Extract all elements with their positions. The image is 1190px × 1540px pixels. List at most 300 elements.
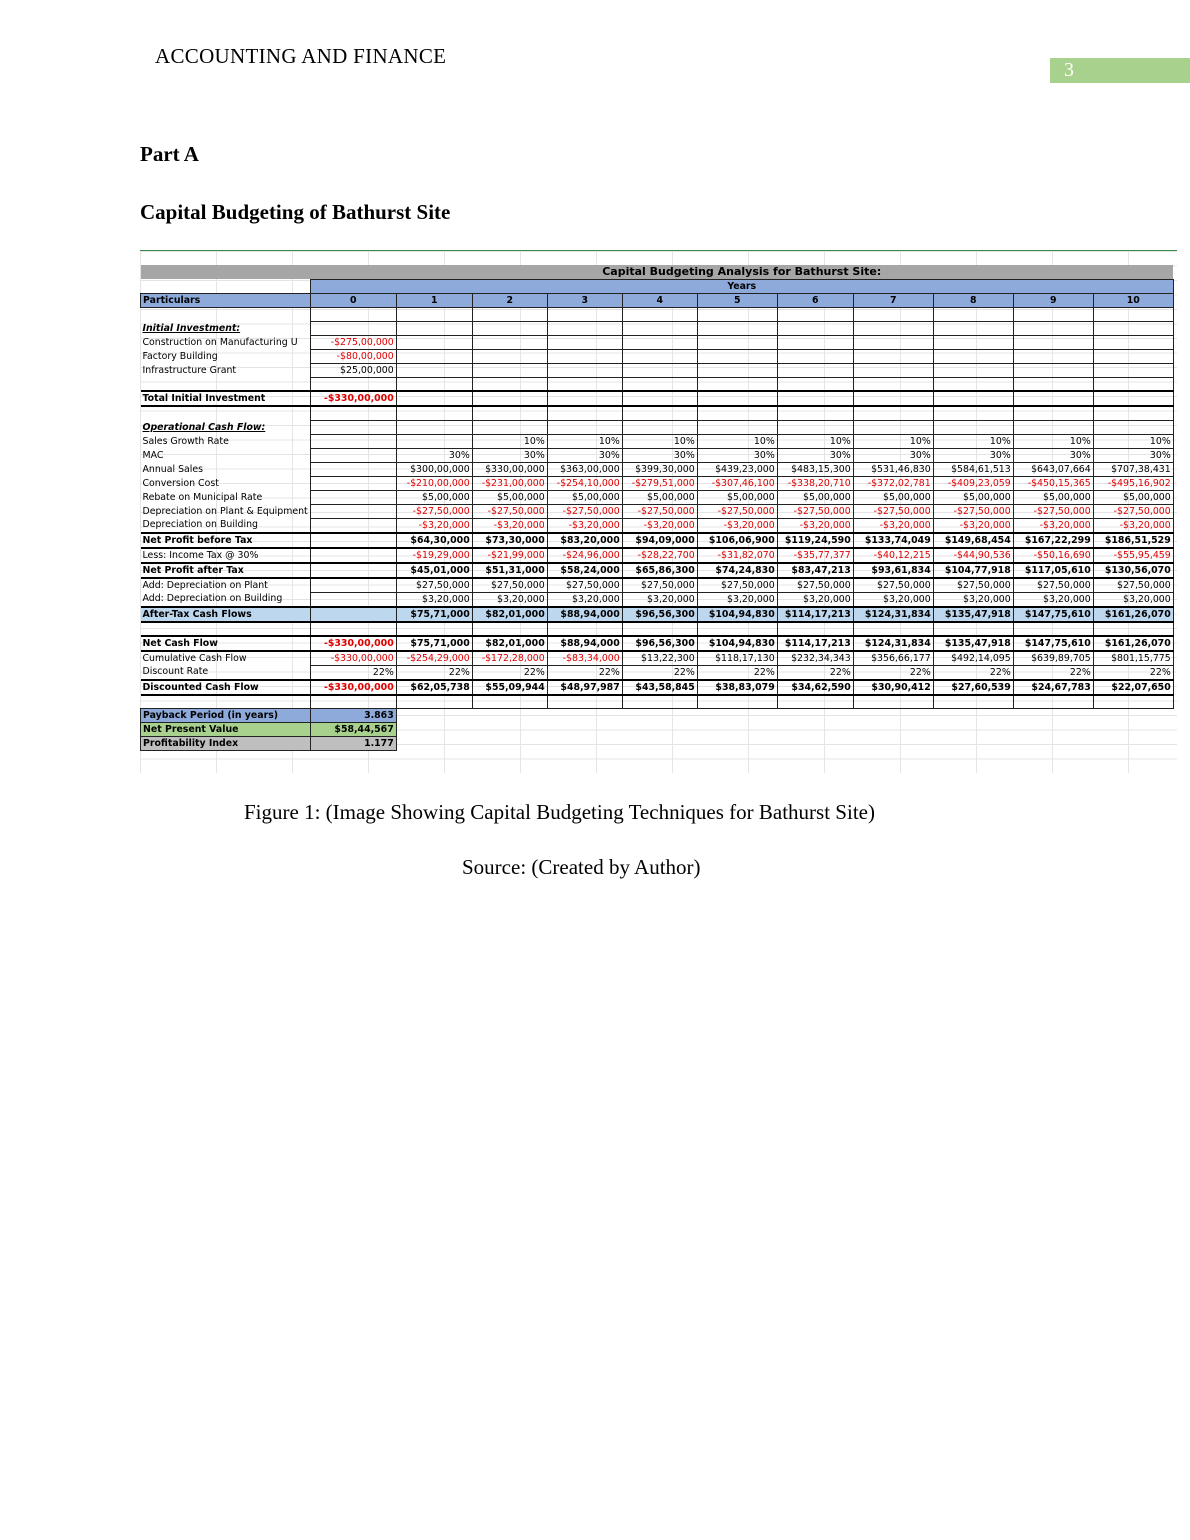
value-cell: -$27,50,000 <box>853 504 933 518</box>
value-cell: 30% <box>622 448 697 462</box>
value-cell <box>310 518 396 533</box>
table-cell <box>1093 335 1173 349</box>
table-row <box>141 476 1174 490</box>
table-row <box>141 279 1174 293</box>
value-cell: $27,50,000 <box>547 578 622 593</box>
table-cell <box>1093 321 1173 335</box>
table-cell <box>933 406 1013 420</box>
table-cell <box>777 709 853 723</box>
value-cell <box>396 434 472 448</box>
value-cell: $27,50,000 <box>933 578 1013 593</box>
value-cell: -$31,82,070 <box>697 548 777 563</box>
table-cell <box>1093 723 1173 737</box>
value-cell: $3,20,000 <box>933 592 1013 607</box>
value-cell: -$3,20,000 <box>472 518 547 533</box>
table-cell <box>547 723 622 737</box>
table-cell <box>622 377 697 391</box>
table-cell <box>933 737 1013 751</box>
value-cell: $3,20,000 <box>472 592 547 607</box>
table-cell <box>472 622 547 636</box>
value-cell: 22% <box>472 665 547 680</box>
value-cell: $5,00,000 <box>697 490 777 504</box>
value-cell: 22% <box>622 665 697 680</box>
value-cell: 10% <box>472 434 547 448</box>
table-cell <box>622 391 697 406</box>
value-cell: -$330,00,000 <box>310 680 396 695</box>
value-cell: $639,89,705 <box>1013 651 1093 666</box>
value-cell: -$21,99,000 <box>472 548 547 563</box>
value-cell: -$27,50,000 <box>472 504 547 518</box>
value-cell: $149,68,454 <box>933 533 1013 548</box>
table-cell <box>472 349 547 363</box>
table-cell <box>622 307 697 321</box>
table-cell <box>853 391 933 406</box>
table-cell <box>697 321 777 335</box>
value-cell: 30% <box>547 448 622 462</box>
table-cell <box>1093 377 1173 391</box>
value-cell: $161,26,070 <box>1093 607 1173 622</box>
table-cell <box>472 737 547 751</box>
value-cell: $27,60,539 <box>933 680 1013 695</box>
value-cell: $96,56,300 <box>622 636 697 651</box>
table-cell <box>697 695 777 709</box>
value-cell: -$3,20,000 <box>622 518 697 533</box>
value-cell: -$19,29,000 <box>396 548 472 563</box>
table-cell <box>622 363 697 377</box>
value-cell: -$3,20,000 <box>1013 518 1093 533</box>
value-cell: 10% <box>933 434 1013 448</box>
value-cell: $330,00,000 <box>472 462 547 476</box>
table-cell <box>933 709 1013 723</box>
value-cell: $55,09,944 <box>472 680 547 695</box>
table-cell <box>1093 391 1173 406</box>
value-cell <box>310 490 396 504</box>
table-cell <box>697 709 777 723</box>
value-cell <box>310 434 396 448</box>
value-cell: $27,50,000 <box>1013 578 1093 593</box>
table-row <box>141 723 1174 737</box>
table-cell <box>396 321 472 335</box>
table-cell <box>396 709 472 723</box>
table-row <box>141 490 1174 504</box>
value-cell: $38,83,079 <box>697 680 777 695</box>
spreadsheet-image <box>140 250 1177 773</box>
table-cell <box>310 420 396 434</box>
table-cell <box>777 737 853 751</box>
table-cell <box>141 279 311 293</box>
table-cell <box>547 695 622 709</box>
table-cell <box>622 321 697 335</box>
table-cell <box>396 420 472 434</box>
table-cell <box>933 321 1013 335</box>
row-label: Construction on Manufacturing U <box>142 336 298 348</box>
value-cell: 22% <box>933 665 1013 680</box>
value-cell: -$254,10,000 <box>547 476 622 490</box>
value-cell: -$27,50,000 <box>777 504 853 518</box>
year-header: 0 <box>310 293 396 307</box>
table-cell <box>1093 406 1173 420</box>
value-cell: $119,24,590 <box>777 533 853 548</box>
table-cell <box>396 363 472 377</box>
table-cell <box>1013 709 1093 723</box>
table-row <box>141 363 1174 377</box>
year-header: 9 <box>1013 293 1093 307</box>
table-row <box>141 548 1174 563</box>
year-header: 8 <box>933 293 1013 307</box>
value-cell: $356,66,177 <box>853 651 933 666</box>
value-cell: -$3,20,000 <box>777 518 853 533</box>
table-row <box>141 578 1174 593</box>
table-cell <box>396 307 472 321</box>
table-cell <box>622 622 697 636</box>
table-cell <box>777 622 853 636</box>
table-cell <box>396 737 472 751</box>
running-header-title: ACCOUNTING AND FINANCE <box>155 44 447 68</box>
value-cell: 22% <box>547 665 622 680</box>
value-cell: $88,94,000 <box>547 607 622 622</box>
value-cell: -$35,77,377 <box>777 548 853 563</box>
value-cell: 30% <box>853 448 933 462</box>
value-cell: $45,01,000 <box>396 563 472 578</box>
table-cell <box>777 377 853 391</box>
table-cell <box>1013 622 1093 636</box>
table-cell <box>396 391 472 406</box>
section-heading: Capital Budgeting of Bathurst Site <box>140 200 451 224</box>
value-cell: $531,46,830 <box>853 462 933 476</box>
value-cell: -$3,20,000 <box>547 518 622 533</box>
table-row <box>141 349 1174 363</box>
value-cell: $82,01,000 <box>472 607 547 622</box>
table-cell <box>1093 622 1173 636</box>
table-row <box>141 622 1174 636</box>
value-cell: $27,50,000 <box>1093 578 1173 593</box>
value-cell: $106,06,900 <box>697 533 777 548</box>
table-row <box>141 533 1174 548</box>
table-cell <box>396 622 472 636</box>
value-cell: $73,30,000 <box>472 533 547 548</box>
value-cell: $3,20,000 <box>697 592 777 607</box>
value-cell: $5,00,000 <box>547 490 622 504</box>
table-row <box>141 420 1174 434</box>
value-cell: -$27,50,000 <box>1013 504 1093 518</box>
table-cell <box>547 307 622 321</box>
table-row <box>141 335 1174 349</box>
table-cell <box>697 406 777 420</box>
value-cell: $82,01,000 <box>472 636 547 651</box>
value-cell: $75,71,000 <box>396 636 472 651</box>
year-header: 10 <box>1093 293 1173 307</box>
table-cell <box>396 377 472 391</box>
table-cell <box>1093 420 1173 434</box>
table-cell <box>622 335 697 349</box>
value-cell: $124,31,834 <box>853 607 933 622</box>
value-cell: $104,94,830 <box>697 607 777 622</box>
table-row <box>141 695 1174 709</box>
value-cell: $3,20,000 <box>777 592 853 607</box>
value-cell: $27,50,000 <box>853 578 933 593</box>
value-cell: $5,00,000 <box>396 490 472 504</box>
table-row <box>141 563 1174 578</box>
table-cell <box>1013 391 1093 406</box>
table-cell <box>547 737 622 751</box>
value-cell: -$50,16,690 <box>1013 548 1093 563</box>
row-label: Conversion Cost <box>142 477 219 489</box>
year-header: 4 <box>622 293 697 307</box>
table-cell <box>1093 737 1173 751</box>
particulars-header: Particulars <box>141 293 311 307</box>
value-cell: 30% <box>697 448 777 462</box>
value-cell: $27,50,000 <box>622 578 697 593</box>
figure-caption: Figure 1: (Image Showing Capital Budgeting Techniques for Bathurst Site) <box>244 800 875 824</box>
value-cell: $117,05,610 <box>1013 563 1093 578</box>
row-label: Sales Growth Rate <box>142 435 229 447</box>
table-cell <box>472 391 547 406</box>
value-cell: 10% <box>622 434 697 448</box>
table-cell <box>933 349 1013 363</box>
row-label: Discount Rate <box>142 666 209 678</box>
table-cell <box>697 335 777 349</box>
value-cell: $43,58,845 <box>622 680 697 695</box>
table-cell <box>396 335 472 349</box>
table-cell <box>622 723 697 737</box>
table-cell <box>622 406 697 420</box>
value-cell: 10% <box>1013 434 1093 448</box>
table-row <box>141 307 1174 321</box>
value-cell: 22% <box>777 665 853 680</box>
table-cell <box>777 349 853 363</box>
value-cell: $3,20,000 <box>547 592 622 607</box>
value-cell: $48,97,987 <box>547 680 622 695</box>
value-cell: -$409,23,059 <box>933 476 1013 490</box>
value-cell: $65,86,300 <box>622 563 697 578</box>
value-cell <box>310 607 396 622</box>
value-cell <box>310 592 396 607</box>
table-cell <box>933 335 1013 349</box>
year-header: 6 <box>777 293 853 307</box>
value-cell: $27,50,000 <box>396 578 472 593</box>
table-row <box>141 321 1174 335</box>
total-investment-value: -$330,00,000 <box>310 391 396 406</box>
table-cell <box>1013 307 1093 321</box>
value-cell: $27,50,000 <box>777 578 853 593</box>
row-label: Cumulative Cash Flow <box>142 652 247 664</box>
value-cell <box>310 563 396 578</box>
table-cell <box>697 622 777 636</box>
table-cell <box>1013 349 1093 363</box>
table-row <box>141 448 1174 462</box>
table-row <box>141 391 1174 406</box>
table-row <box>141 665 1174 680</box>
table-cell <box>141 406 311 420</box>
source-caption: Source: (Created by Author) <box>462 855 701 879</box>
value-cell: $83,20,000 <box>547 533 622 548</box>
value-cell: $58,24,000 <box>547 563 622 578</box>
value-cell: $584,61,513 <box>933 462 1013 476</box>
value-cell: $51,31,000 <box>472 563 547 578</box>
value-cell: 30% <box>396 448 472 462</box>
value-cell: 22% <box>310 665 396 680</box>
table-cell <box>472 335 547 349</box>
value-cell: $492,14,095 <box>933 651 1013 666</box>
value-cell: -$40,12,215 <box>853 548 933 563</box>
value-cell: $30,90,412 <box>853 680 933 695</box>
table-cell <box>622 349 697 363</box>
year-header: 1 <box>396 293 472 307</box>
table-cell <box>777 695 853 709</box>
table-cell <box>310 622 396 636</box>
summary-value: 3.863 <box>310 709 396 723</box>
value-cell: -$24,96,000 <box>547 548 622 563</box>
year-header: 7 <box>853 293 933 307</box>
table-cell <box>1013 406 1093 420</box>
table-cell <box>933 695 1013 709</box>
table-cell <box>697 737 777 751</box>
table-cell <box>853 321 933 335</box>
table-cell <box>853 695 933 709</box>
section-heading-initial: Initial Investment: <box>142 322 241 334</box>
value-cell: $186,51,529 <box>1093 533 1173 548</box>
value-cell: -$330,00,000 <box>310 636 396 651</box>
table-cell <box>547 363 622 377</box>
table-cell <box>622 695 697 709</box>
table-cell <box>472 723 547 737</box>
row-label: Infrastructure Grant <box>142 364 237 376</box>
value-cell: $439,23,000 <box>697 462 777 476</box>
table-cell <box>933 377 1013 391</box>
value-cell: 30% <box>472 448 547 462</box>
row-label: Factory Building <box>142 350 218 362</box>
value-cell: -$44,90,536 <box>933 548 1013 563</box>
year-header: 5 <box>697 293 777 307</box>
value-cell: -$275,00,000 <box>310 335 396 349</box>
table-cell <box>310 377 396 391</box>
table-cell <box>1013 723 1093 737</box>
value-cell: $34,62,590 <box>777 680 853 695</box>
value-cell: $3,20,000 <box>1013 592 1093 607</box>
value-cell: $133,74,049 <box>853 533 933 548</box>
value-cell: -$279,51,000 <box>622 476 697 490</box>
value-cell: -$231,00,000 <box>472 476 547 490</box>
table-cell <box>1093 363 1173 377</box>
table-cell <box>396 695 472 709</box>
value-cell: 22% <box>697 665 777 680</box>
value-cell: 10% <box>697 434 777 448</box>
total-investment-label: Total Initial Investment <box>141 391 311 406</box>
value-cell: $5,00,000 <box>1013 490 1093 504</box>
table-cell <box>547 391 622 406</box>
section-heading-operational: Operational Cash Flow: <box>142 421 266 433</box>
value-cell: $124,31,834 <box>853 636 933 651</box>
table-cell <box>777 723 853 737</box>
table-cell <box>1013 695 1093 709</box>
table-row <box>141 737 1174 751</box>
value-cell: $5,00,000 <box>853 490 933 504</box>
value-cell: -$3,20,000 <box>853 518 933 533</box>
value-cell: -$27,50,000 <box>396 504 472 518</box>
row-label: MAC <box>142 449 164 461</box>
value-cell: -$210,00,000 <box>396 476 472 490</box>
value-cell: -$28,22,700 <box>622 548 697 563</box>
table-row <box>141 518 1174 533</box>
part-heading: Part A <box>140 142 199 166</box>
table-cell <box>396 406 472 420</box>
value-cell: -$338,20,710 <box>777 476 853 490</box>
table-cell <box>547 420 622 434</box>
value-cell: $96,56,300 <box>622 607 697 622</box>
value-cell: $94,09,000 <box>622 533 697 548</box>
value-cell <box>310 533 396 548</box>
value-cell: 30% <box>1093 448 1173 462</box>
row-label: Depreciation on Plant & Equipment <box>142 505 308 517</box>
value-cell: -$55,95,459 <box>1093 548 1173 563</box>
table-cell <box>1093 349 1173 363</box>
value-cell: -$83,34,000 <box>547 651 622 666</box>
value-cell: $300,00,000 <box>396 462 472 476</box>
value-cell <box>310 448 396 462</box>
value-cell: $24,67,783 <box>1013 680 1093 695</box>
table-cell <box>777 307 853 321</box>
table-cell <box>547 335 622 349</box>
value-cell: $5,00,000 <box>1093 490 1173 504</box>
table-cell <box>933 391 1013 406</box>
value-cell: $114,17,213 <box>777 636 853 651</box>
table-cell <box>853 737 933 751</box>
table-cell <box>933 307 1013 321</box>
value-cell: $130,56,070 <box>1093 563 1173 578</box>
value-cell <box>310 476 396 490</box>
value-cell: $5,00,000 <box>933 490 1013 504</box>
table-cell <box>777 406 853 420</box>
table-cell <box>547 406 622 420</box>
years-label: Years <box>310 279 1173 293</box>
value-cell: $104,77,918 <box>933 563 1013 578</box>
value-cell: $3,20,000 <box>396 592 472 607</box>
table-row <box>141 680 1174 695</box>
table-cell <box>547 349 622 363</box>
table-cell <box>697 377 777 391</box>
table-row <box>141 434 1174 448</box>
value-cell: $74,24,830 <box>697 563 777 578</box>
summary-label: Net Present Value <box>141 723 311 737</box>
value-cell: $161,26,070 <box>1093 636 1173 651</box>
value-cell: -$3,20,000 <box>697 518 777 533</box>
table-cell <box>141 622 311 636</box>
table-cell <box>547 622 622 636</box>
table-row <box>141 377 1174 391</box>
value-cell: -$80,00,000 <box>310 349 396 363</box>
table-cell <box>622 709 697 723</box>
table-cell <box>697 349 777 363</box>
value-cell: $93,61,834 <box>853 563 933 578</box>
value-cell: $483,15,300 <box>777 462 853 476</box>
row-label: Net Profit after Tax <box>141 563 311 578</box>
row-label: Add: Depreciation on Plant <box>142 579 268 591</box>
table-cell <box>853 420 933 434</box>
value-cell: $707,38,431 <box>1093 462 1173 476</box>
table-cell <box>472 307 547 321</box>
value-cell: 30% <box>1013 448 1093 462</box>
value-cell: $147,75,610 <box>1013 636 1093 651</box>
table-cell <box>777 391 853 406</box>
table-cell <box>777 420 853 434</box>
table-cell <box>472 709 547 723</box>
value-cell: $114,17,213 <box>777 607 853 622</box>
table-cell <box>472 377 547 391</box>
value-cell: $363,00,000 <box>547 462 622 476</box>
table-cell <box>622 737 697 751</box>
value-cell: $118,17,130 <box>697 651 777 666</box>
value-cell: 22% <box>1093 665 1173 680</box>
